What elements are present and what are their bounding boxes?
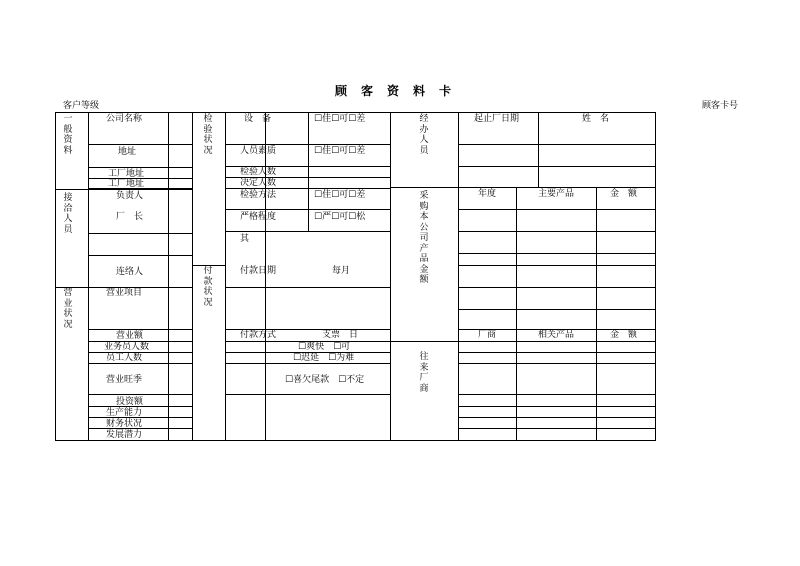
- grid-line: [88, 112, 89, 441]
- grid-line: [88, 329, 193, 330]
- payment-date-label: 付款日期: [240, 266, 277, 276]
- grid-line: [55, 112, 656, 113]
- year-header: 年度: [478, 189, 497, 199]
- grid-line: [55, 112, 56, 441]
- employees-label: 员工人数: [106, 353, 143, 363]
- grid-line: [458, 231, 656, 232]
- general-section-label: 一般资料: [63, 114, 73, 156]
- main-products-header: 主要产品: [538, 189, 575, 199]
- grid-line: [390, 341, 459, 342]
- decision-makers-label: 决定人数: [240, 178, 277, 188]
- grid-line: [458, 428, 656, 429]
- business-items-label: 营业项目: [106, 288, 143, 298]
- grid-line: [55, 189, 193, 190]
- grid-line: [88, 233, 193, 234]
- grid-line: [458, 187, 656, 188]
- payment-method-label: 付款方式: [240, 330, 277, 340]
- liaison-label: 连络人: [116, 267, 144, 277]
- grid-line: [88, 167, 193, 168]
- grid-line: [168, 112, 169, 441]
- form-title: 顾客资料卡: [335, 84, 466, 98]
- grid-line: [192, 112, 193, 441]
- check-label: 支票 日: [322, 330, 359, 340]
- grid-line: [458, 363, 656, 364]
- equipment-options: ☐佳☐可☐差: [314, 114, 366, 124]
- factory-address-label: 工厂地址: [108, 179, 145, 189]
- strictness-label: 严格程度: [240, 212, 277, 222]
- payment-fast-options: ☐爽快 ☐可: [298, 342, 351, 352]
- personnel-quality-label: 人员素质: [240, 146, 277, 156]
- grid-line: [458, 352, 656, 353]
- grid-line: [458, 417, 656, 418]
- grid-line: [538, 112, 539, 188]
- financial-label: 财务状况: [106, 419, 143, 429]
- grid-line: [225, 112, 226, 441]
- inspection-method-options: ☐佳☐可☐差: [314, 190, 366, 200]
- equipment-label: 设 备: [244, 114, 272, 124]
- capacity-label: 生产能力: [106, 408, 143, 418]
- grid-line: [458, 209, 656, 210]
- grid-line: [308, 112, 309, 232]
- payment-slow-options: ☐迟延 ☐为难: [293, 353, 355, 363]
- strictness-options: ☐严☐可☐松: [314, 212, 366, 222]
- turnover-label: 营业额: [116, 331, 144, 341]
- grid-line: [88, 394, 193, 395]
- grid-line: [458, 144, 656, 145]
- vendor-header: 厂商: [478, 330, 497, 340]
- grid-line: [458, 253, 656, 254]
- payment-section-label: 付款状况: [203, 266, 213, 308]
- grid-line: [458, 309, 656, 310]
- grid-line: [516, 187, 517, 441]
- contact-section-label: 接洽人员: [63, 193, 73, 235]
- grid-line: [88, 363, 193, 364]
- inspection-section-label: 检验状况: [203, 114, 213, 156]
- customer-grade-label: 客户等级: [63, 101, 100, 111]
- investment-label: 投资额: [116, 397, 144, 407]
- grid-line: [88, 144, 193, 145]
- purchase-amount-header: 金 额: [610, 189, 638, 199]
- factory-address-label: 工厂地址: [108, 169, 145, 179]
- responsible-person-label: 负责人: [116, 191, 144, 201]
- grid-line: [390, 112, 391, 441]
- grid-line: [225, 363, 391, 364]
- start-stop-date-label: 起止厂日期: [474, 114, 520, 124]
- grid-line: [88, 255, 193, 256]
- other-label: 其: [240, 234, 250, 244]
- factory-director-label: 厂 长: [116, 212, 144, 222]
- grid-line: [458, 265, 656, 266]
- potential-label: 发展潜力: [106, 430, 143, 440]
- company-name-label: 公司名称: [106, 114, 143, 124]
- address-label: 地址: [118, 147, 137, 157]
- grid-line: [390, 187, 459, 188]
- grid-line: [655, 112, 656, 441]
- grid-line: [55, 440, 656, 441]
- supplier-amount-header: 金 额: [610, 330, 638, 340]
- grid-line: [458, 394, 656, 395]
- handlers-section-label: 经办人员: [419, 114, 429, 156]
- grid-line: [458, 341, 656, 342]
- peak-season-label: 营业旺季: [106, 375, 143, 385]
- payment-arrears-options: ☐喜欠尾款 ☐不定: [285, 375, 365, 385]
- grid-line: [458, 406, 656, 407]
- card-number-label: 顾客卡号: [702, 101, 739, 111]
- grid-line: [596, 187, 597, 441]
- grid-line: [225, 394, 391, 395]
- related-products-header: 相关产品: [538, 330, 575, 340]
- business-section-label: 营业状况: [63, 288, 73, 330]
- suppliers-section-label: 往来厂商: [419, 352, 429, 394]
- purchases-section-label: 采购本公司产品金额: [419, 191, 429, 285]
- grid-line: [458, 112, 459, 441]
- personnel-quality-options: ☐佳☐可☐差: [314, 146, 366, 156]
- grid-line: [458, 287, 656, 288]
- name-label: 姓 名: [582, 114, 610, 124]
- monthly-label: 每月: [332, 266, 351, 276]
- grid-line: [225, 287, 391, 288]
- inspectors-label: 检验人数: [240, 167, 277, 177]
- inspection-method-label: 检验方法: [240, 190, 277, 200]
- grid-line: [265, 112, 266, 441]
- sales-staff-label: 业务员人数: [104, 342, 150, 352]
- grid-line: [458, 166, 656, 167]
